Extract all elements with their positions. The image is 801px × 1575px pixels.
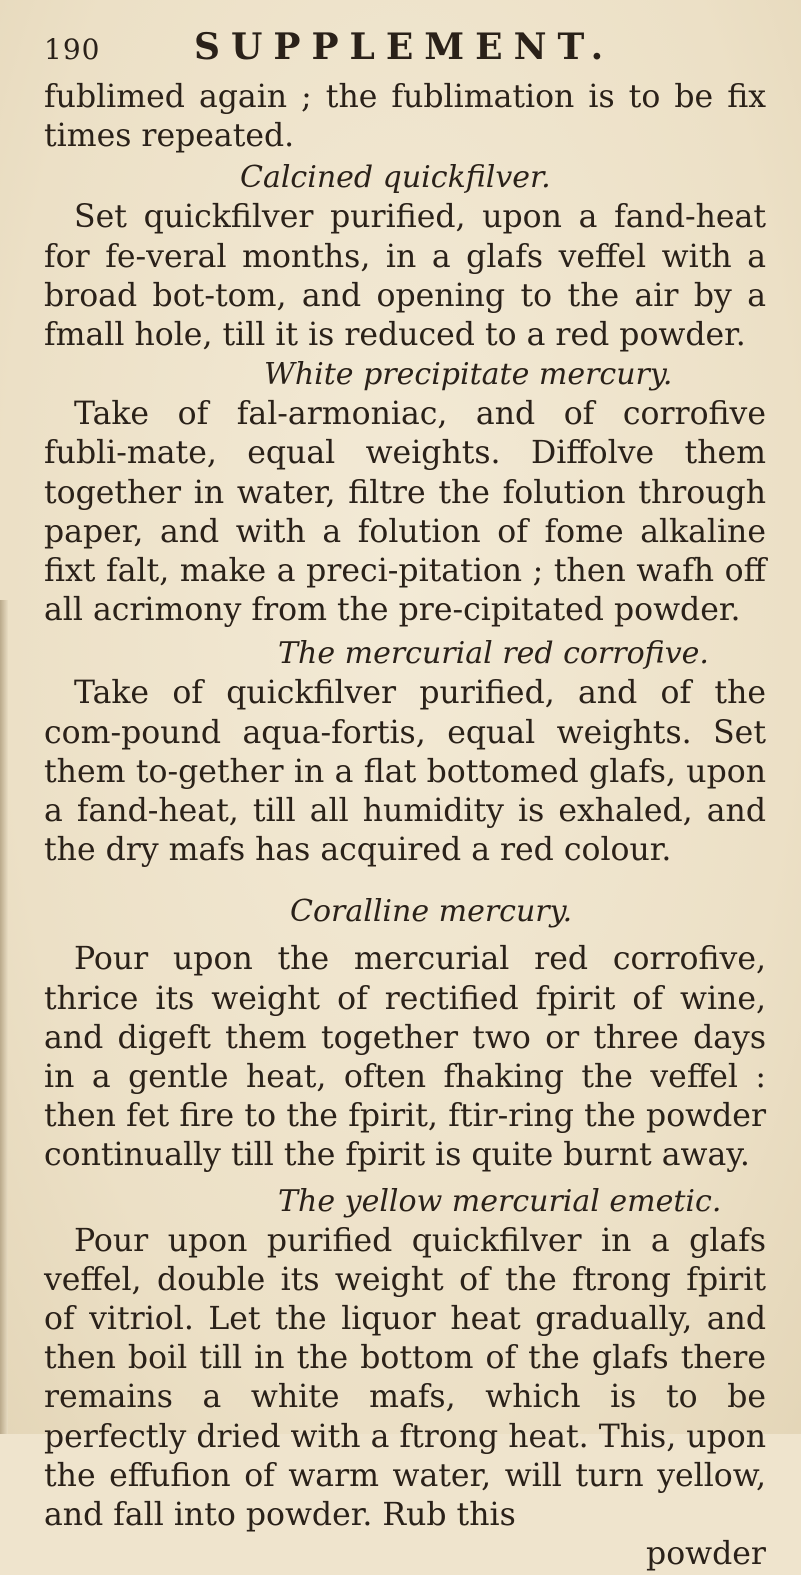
page-edge-shadow [0, 600, 8, 1434]
section-heading-mercurial-red-corrofive: The mercurial red corrofive. [278, 636, 709, 672]
paragraph-coralline-mercury: Pour upon the mercurial red corrofive, thrice its weight of rectified fpirit of wine, and digeft them together two or three days in a gentle heat, often fhaking the veffel : then fet fire to the fpirit, ftir-ring the powder continually till the fpirit is quite burnt away. [44, 941, 766, 1174]
section-heading-calcined-quickfilver: Calcined quickfilver. [240, 160, 551, 196]
catchword: powder [646, 1536, 766, 1573]
running-head: SUPPLEMENT. [194, 26, 615, 68]
paragraph-continuation: fublimed again ; the fublimation is to be fix times repeated. [44, 79, 766, 155]
paragraph-calcined-quickfilver: Set quickfilver purified, upon a fand-heat for fe-veral months, in a glafs veffel with a broad bot-tom, and opening to the air by a fmall hole, till it is reduced to a red powder. [44, 199, 766, 354]
section-heading-white-precipitate: White precipitate mercury. [264, 357, 673, 393]
page-header [44, 26, 766, 76]
paragraph-yellow-mercurial-emetic: Pour upon purified quickfilver in a glafs veffel, double its weight of the ftrong fpirit of vitriol. Let the liquor heat gradually, and then boil till in the bottom of the glafs there remains a white mafs, which is to be perfectly dried with a ftrong heat. This, upon the effufion of warm water, will turn yellow, and fall into powder. Rub this [44, 1222, 766, 1534]
paragraph-white-precipitate: Take of fal-armoniac, and of corrofive fubli-mate, equal weights. Diffolve them together in water, filtre the folution through paper, and with a folution of fome alkaline fixt falt, make a preci-pitation ; then wafh off all acrimony from the pre-cipitated powder. [44, 396, 766, 629]
page-content [44, 26, 766, 1575]
section-heading-coralline-mercury: Coralline mercury. [290, 894, 573, 930]
page-number: 190 [44, 33, 101, 66]
paragraph-mercurial-red-corrofive: Take of quickfilver purified, and of the com-pound aqua-fortis, equal weights. Set them to-gether in a flat bottomed glafs, upon a fand-heat, till all humidity is exhaled, and the dry mafs has acquired a red colour. [44, 675, 766, 869]
section-heading-yellow-mercurial-emetic: The yellow mercurial emetic. [278, 1183, 722, 1219]
